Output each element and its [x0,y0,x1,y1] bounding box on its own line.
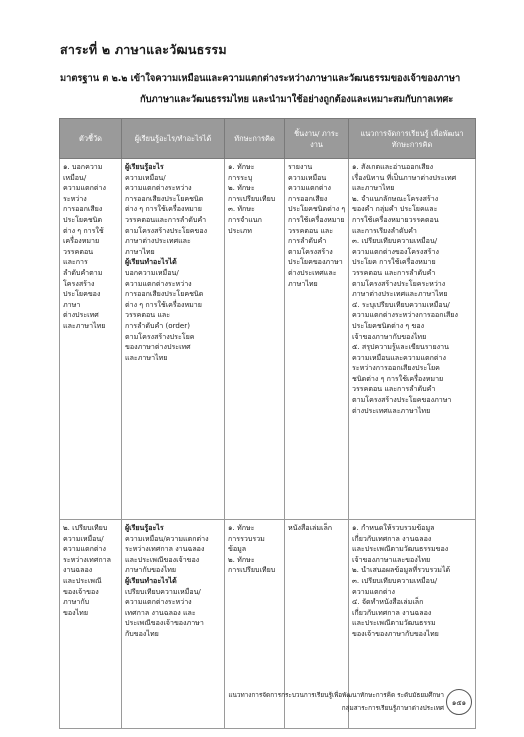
cell-line: การออกเสียงประโยคชนิด [125,193,204,203]
cell-line: การระบุ [228,172,253,182]
table-row [60,159,476,520]
cell-line: ๒. จำแนกลักษณะโครงสร้าง [352,193,439,203]
cell-line: ระหว่างการออกเสียงประโยค [352,363,440,373]
cell-line: เจ้าของภาษาและของไทย [352,554,431,564]
cell-line: ประเพณีของเจ้าของภาษา [125,618,204,628]
cell-line: เกี่ยวกับเทศกาล งานฉลอง [352,607,432,617]
cell-line: ต่างประเทศและภาษาไทย [352,405,431,415]
header-indicator: ตัวชี้วัด [60,119,122,159]
cell-line: บอกความเหมือน/ [125,267,179,277]
cell-line: เปรียบเทียบความเหมือน/ [125,586,201,596]
cell-line: โครงสร้าง [63,278,95,288]
cell-line: ความแตกต่าง [63,544,106,554]
cell-line: ๑. บอกความ [63,162,103,171]
cell-line: ข้อมูล [228,544,247,554]
cell-line: งานฉลอง [63,565,93,575]
cell-line: ภาษากับ [63,597,90,607]
cell-line: ประโยคชนิดต่าง ๆ ของ [352,320,425,330]
cell-line: ๒. นำเสนอผลข้อมูลที่รวบรวมได้ [352,565,451,575]
cell-line: การเปรียบเทียบ [228,565,276,575]
cell-line: กับของไทย [125,628,159,638]
footer-book-title: แนวทางการจัดการกระบวนการเรียนรู้เพื่อพัฒนาทักษะการคิด ระดับมัธยมศึกษา [228,691,444,699]
cell-line: ประโยคชนิด [63,214,103,224]
cell-line: ๑. ทักษะ [228,523,255,532]
cell-indicator [60,520,122,729]
cell-line: ผู้เรียนรู้อะไร [125,523,164,532]
cell-learn [122,520,225,729]
cell-line: การรวบรวม [228,533,265,543]
strand-title: สาระที่ ๒ ภาษาและวัฒนธรรม [60,42,227,57]
cell-line: ตามโครงสร้างประโยค [125,331,195,341]
cell-line: วรรคตอน และการลำดับคำ [352,267,436,277]
cell-line: ความเหมือน [288,172,327,182]
cell-line: ภาษาต่างประเทศและภาษาไทย [352,289,448,299]
cell-line: และประเพณีตามวัฒนธรรมของ [352,544,449,554]
cell-line: ๒. ทักษะ [228,554,255,564]
cell-line: ประโยคของภาษา [288,257,343,267]
cell-line: การออกเสียง [288,193,328,203]
cell-line: ความเหมือน/ [63,533,104,543]
cell-line: ของเจ้าของภาษากับของไทย [352,628,439,638]
cell-line: ระหว่าง [63,193,87,203]
cell-line: ภาษาต่างประเทศและ [125,236,191,246]
cell-line: ของเจ้าของ [63,586,99,596]
cell-line: ๔. ระบุเปรียบเทียบความเหมือน/ [352,299,450,309]
cell-line: การใช้เครื่องหมาย [288,214,345,224]
table-header-row [60,119,476,159]
cell-line: และประเพณี [63,575,102,585]
cell-line: วรรคตอน และ [288,225,334,235]
cell-line: ผู้เรียนทำอะไรได้ [125,575,177,585]
cell-line: ภาษาไทย [125,246,155,256]
cell-line: ความแตกต่าง [352,586,395,596]
cell-line: ระหว่างเทศกาล [63,554,111,564]
cell-line: วรรคตอน และการลำดับคำ [352,384,436,394]
cell-line: ความแตกต่างระหว่าง [125,183,192,193]
cell-approach [349,159,476,520]
cell-line: ๑. กำหนดให้รวบรวมข้อมูล [352,523,435,532]
cell-line: เครื่องหมาย [63,236,100,246]
footer-subject: กลุ่มสาระการเรียนรู้ภาษาต่างประเทศ [341,704,444,712]
cell-indicator [60,159,122,520]
cell-line: วรรคตอนและการลำดับคำ [125,214,207,224]
cell-line: ความเหมือน/ความแตกต่าง [125,533,209,543]
cell-line: เรื่องนิทาน ที่เป็นภาษาต่างประเทศ [352,172,457,182]
cell-line: ๑. ทักษะ [228,162,255,171]
cell-line: ความแตกต่าง [288,183,331,193]
cell-line: การเปรียบเทียบ [228,193,276,203]
cell-line: ผู้เรียนทำอะไรได้ [125,257,177,267]
cell-line: การออกเสียงประโยคชนิด [125,289,204,299]
curriculum-table [59,118,476,729]
cell-line: ตามโครงสร้างประโยคของ [125,225,208,235]
standard-line-2: กับภาษาและวัฒนธรรมไทย และนำมาใช้อย่างถูกต้องและเหมาะสมกับกาลเทศะ [140,94,454,105]
cell-line: และการ [63,257,88,267]
cell-line: การใช้เครื่องหมายวรรคตอน [352,214,439,224]
cell-line: ต่าง ๆ การใช้ [63,225,104,235]
cell-line: และประเพณีตามวัฒนธรรม [352,618,436,628]
cell-line: วรรคตอน [63,246,94,256]
cell-line: ประเภท [228,225,252,235]
cell-line: เทศกาล งานฉลอง และ [125,607,196,617]
header-approach: แนวการจัดการเรียนรู้ เพื่อพัฒนาทักษะการคิด [349,119,476,159]
cell-line: ต่างประเทศและ [288,267,337,277]
cell-line: ๓. เปรียบเทียบความเหมือน/ [352,236,438,246]
cell-line: วรรคตอน และ [125,310,171,320]
cell-line: ระหว่างเทศกาล งานฉลอง [125,544,205,554]
cell-line: ๒. ทักษะ [228,183,255,193]
cell-line: การลำดับคำ [288,236,327,246]
cell-line: ตามโครงสร้างประโยคระหว่าง [352,278,446,288]
cell-line: เหมือน/ [63,172,87,182]
cell-line: ของคำ กลุ่มคำ ประโยคและ [352,204,438,214]
header-skills: ทักษะการคิด [225,119,285,159]
cell-line: ๓. ทักษะ [228,204,255,214]
standard-line-1: มาตรฐาน ต ๒.๒ เข้าใจความเหมือนและความแตกต่างระหว่างภาษาและวัฒนธรรมของเจ้าของภาษา [60,73,461,84]
cell-line: ผู้เรียนรู้อะไร [125,162,164,171]
cell-line: ความเหมือน/ [125,172,166,182]
header-work: ชิ้นงาน/ ภาระงาน [285,119,349,159]
cell-line: ความแตกต่างระหว่าง [125,597,192,607]
cell-line: และภาษาไทย [63,320,106,330]
cell-line: ต่าง ๆ การใช้เครื่องหมาย [125,299,202,309]
cell-line: ของภาษาต่างประเทศ [125,342,191,352]
cell-line: การลำดับคำ (order) [125,320,190,330]
cell-line: ภาษาไทย [288,278,318,288]
cell-line: ตามโครงสร้างประโยคของภาษา [352,395,452,405]
cell-line: และภาษาไทย [352,183,395,193]
cell-line: ความแตกต่าง [63,183,106,193]
cell-line: ประโยคชนิดต่าง ๆ [288,204,346,214]
page-number: ๑๕๑ [446,689,472,715]
cell-line: ตามโครงสร้าง [288,246,333,256]
cell-line: ๓. เปรียบเทียบความเหมือน/ [352,575,438,585]
cell-line: เจ้าของภาษากับของไทย [352,331,427,341]
cell-line: และการเรียงลำดับคำ [352,225,417,235]
cell-line: ต่าง ๆ การใช้เครื่องหมาย [125,204,202,214]
cell-line: ๕. สรุปความรู้และเขียนรายงาน [352,342,449,352]
cell-line: ชนิดต่าง ๆ การใช้เครื่องหมาย [352,373,444,383]
cell-skills [225,159,285,520]
cell-line: ของไทย [63,607,88,617]
standard-heading [60,68,480,110]
cell-line: ๔. จัดทำหนังสือเล่มเล็ก [352,597,424,607]
header-learn: ผู้เรียนรู้อะไร/ทำอะไรได้ [122,119,225,159]
cell-line: การออกเสียง [63,204,103,214]
cell-line: ประโยค การใช้เครื่องหมาย [352,257,436,267]
cell-line: ลำดับคำตาม [63,267,103,277]
cell-line: ภาษา [63,299,81,309]
cell-line: และภาษาไทย [125,352,168,362]
cell-line: ความแตกต่างของโครงสร้าง [352,246,439,256]
cell-line: ภาษากับของไทย [125,565,177,575]
cell-line: ความแตกต่างระหว่างการออกเสียง [352,310,458,320]
cell-line: ๑. สังเกตและอ่านออกเสียง [352,162,434,171]
cell-line: การจำแนก [228,214,262,224]
cell-line: ต่างประเทศ [63,310,99,320]
cell-work [285,159,349,520]
cell-line: และประเพณีของเจ้าของ [125,554,200,564]
cell-line: ความเหมือนและความแตกต่าง [352,352,446,362]
cell-line: ความแตกต่างระหว่าง [125,278,192,288]
cell-line: ๒. เปรียบเทียบ [63,523,108,532]
cell-line: รายงาน [288,162,313,171]
cell-learn [122,159,225,520]
cell-line: หนังสือเล่มเล็ก [288,523,333,532]
cell-line: ประโยคของ [63,289,101,299]
cell-line: เกี่ยวกับเทศกาล งานฉลอง [352,533,432,543]
